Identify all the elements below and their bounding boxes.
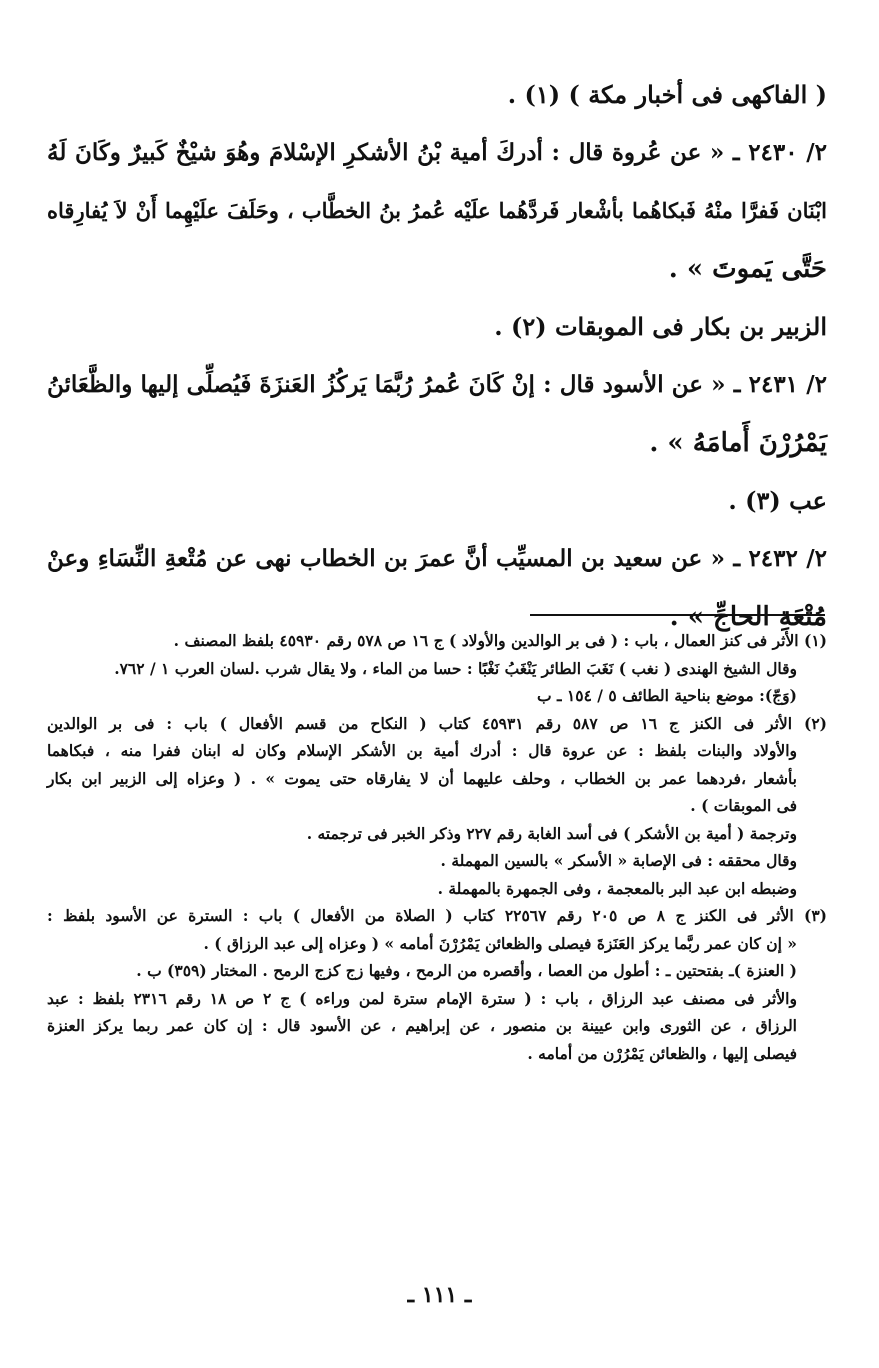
footnote-divider	[530, 614, 825, 616]
footnotes	[47, 627, 827, 1067]
hadith-2431-line-2: يَمْرُرْنَ أَمامَهُ » .	[649, 428, 827, 458]
footnote-3-line: « إن كان عمر ربَّما يركز العَنَزةَ فيصلى والظعائن يَمْرُرْنَ أمامه » ( وعزاه إلى عبد الرزاق ) .	[203, 933, 797, 953]
footnote-2-line: بأشعار ،فردهما عمر بن الخطاب ، وحلف عليهما أن لا يفارقاه حتى يموت » . ( وعزاه إلى الزبير ابن بكار	[47, 768, 797, 788]
footnote-2-line: وقال محققه : فى الإصابة « الأسكر » بالسين المهملة .	[440, 851, 797, 870]
footnote-2-line: والأولاد والبنات بلفظ : عن عروة قال : أدرك أمية بن الأشكر الإسلام وكان له ابنان ففرا منه ، فبكاهما	[47, 741, 797, 760]
source-line: ( الفاكهى فى أخبار مكة ) (١) .	[507, 80, 827, 109]
footnote-3-line: فيصلى إليها ، والظعائن يَمْرُرْن من أمامه .	[527, 1043, 797, 1063]
footnote-1-line: (١) الأثر فى كنز العمال ، باب : ( فى بر الوالدين والأولاد ) ج ١٦ ص ٥٧٨ رقم ٤٥٩٣٠ بلفظ المصنف .	[173, 631, 827, 650]
footnote-1-line: (وَجّ): موضع بناحية الطائف ٥ / ١٥٤ ـ ب	[536, 686, 797, 705]
footnote-2-line: وضبطه ابن عبد البر بالمعجمة ، وفى الجمهرة بالمهملة .	[437, 878, 797, 898]
page-number: ـ ١١١ ـ	[407, 1282, 472, 1308]
hadith-2430-line-3: حَتَّى يَموتَ » .	[668, 254, 827, 284]
hadith-2431-line-1: ٢/ ٢٤٣١ ـ « عن الأسود قال : إنْ كَانَ عُمرُ رُبَّمَا يَركُزُ العَنزَةَ فَيُصلِّى إليها والظَّعَائنُ	[47, 371, 827, 398]
footnote-1-line: وقال الشيخ الهندى ( نغب ) نَغَبَ الطائر يَنْغَبُ نَغْبًا : حسا من الماء ، ولا يقال شرب .لسان العرب ١ / ٧٦٢.	[114, 658, 797, 678]
source-line: الزبير بن بكار فى الموبقات (٢) .	[494, 312, 827, 341]
hadith-2432-line-2: مُتْعَةِ الحاجِّ » .	[669, 602, 827, 632]
source-line: عب (٣) .	[728, 486, 827, 515]
hadith-2430-line-1: ٢/ ٢٤٣٠ ـ « عن عُروة قال : أدركَ أمية بْنُ الأشكرِ الإسْلامَ وهُوَ شيْخٌ كَبيرٌ وكَانَ لَهُ	[47, 139, 827, 166]
hadith-2430-line-2: ابْنَان فَفرَّا منْهُ فَبكاهُما بأشْعار فَردَّهُما علَيْه عُمرُ بنُ الخطَّاب ، وحَلَفَ علَيْهِما أَنْ لاَ يُفارِقاه	[47, 198, 827, 223]
footnote-3-line: ( العنزة )ـ بفتحتين ـ : أطول من العصا ، وأقصره من الرمح ، وفيها زج كزج الرمح . المختار (٣٥٩) ب .	[136, 961, 797, 980]
hadith-2432-line-1: ٢/ ٢٤٣٢ ـ « عن سعيد بن المسيِّب أنَّ عمرَ بن الخطاب نهى عن مُتْعةِ النِّسَاءِ وعنْ	[47, 545, 827, 572]
main-text	[47, 66, 827, 646]
footnote-3-line: (٣) الأثر فى الكنز ج ٨ ص ٢٠٥ رقم ٢٢٥٦٧ كتاب ( الصلاة من الأفعال ) باب : السترة عن الأسود بلفظ :	[47, 906, 827, 925]
footnote-2-line: وترجمة ( أمية بن الأشكر ) فى أسد الغابة رقم ٢٢٧ وذكر الخبر فى ترجمته .	[306, 823, 797, 843]
footnote-2-line: فى الموبقات ) .	[690, 796, 797, 815]
footnote-3-line: الرزاق ، عن الثورى وابن عيينة بن منصور ، عن إبراهيم ، عن الأسود قال : إن كان عمر ربما يركز العنزة	[47, 1016, 797, 1035]
footnote-3-line: والأثر فى مصنف عبد الرزاق ، باب : ( سترة الإمام سترة لمن وراءه ) ج ٢ ص ١٨ رقم ٢٣١٦ بلفظ : عبد	[47, 988, 797, 1008]
footnote-2-line: (٢) الأثر فى الكنز ج ١٦ ص ٥٨٧ رقم ٤٥٩٣١ كتاب ( النكاح من قسم الأفعال ) باب : فى بر الوالدين	[47, 713, 827, 733]
